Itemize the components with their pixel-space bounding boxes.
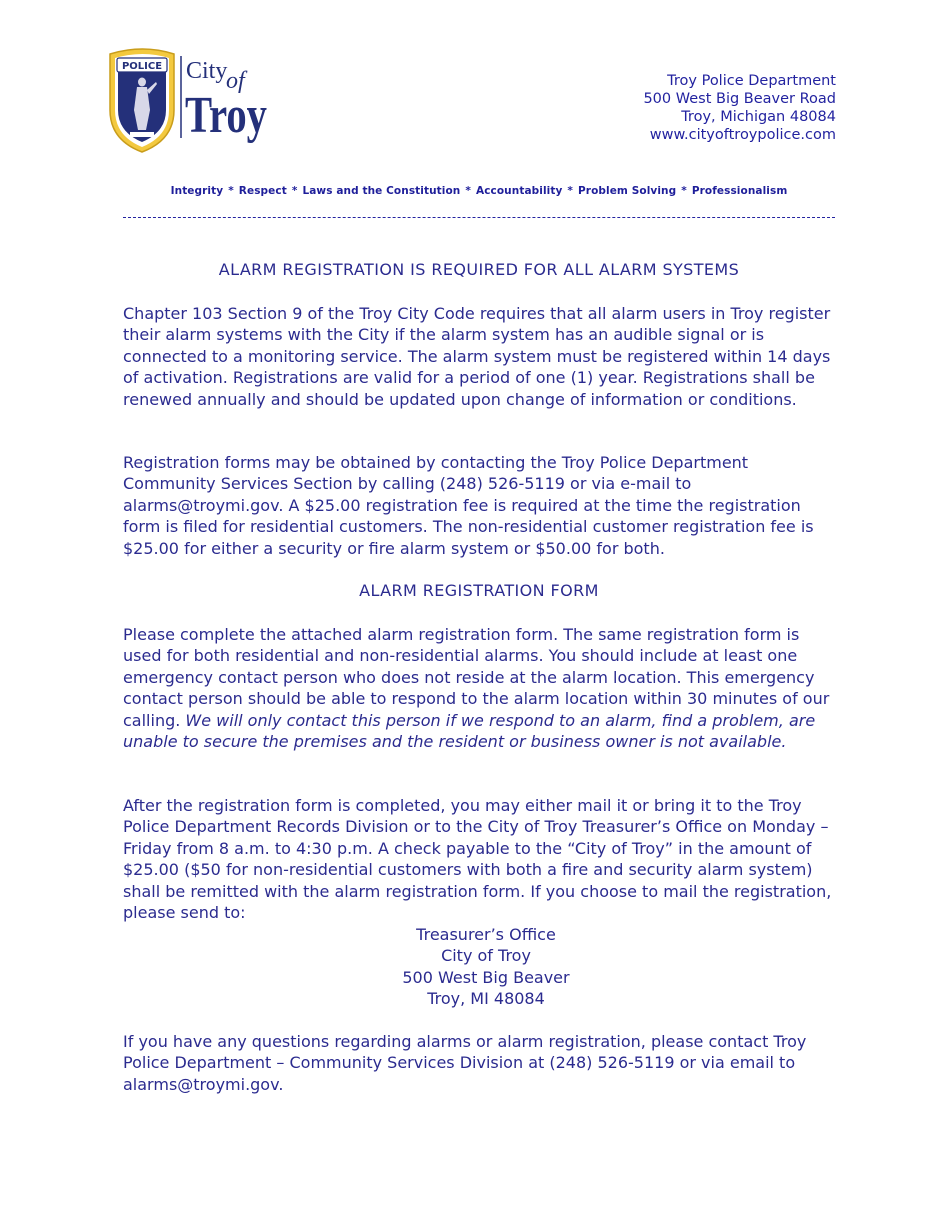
value-separator: * (228, 185, 234, 197)
value-item: Integrity (170, 185, 224, 197)
paragraph-requirement: Chapter 103 Section 9 of the Troy City Code requires that all alarm users in Troy register their alarm systems with the City if the alarm system has an audible signal or is connected to a monitoring service. The alarm system must be registered within 14 days of activation. Registrations are valid for a period of one (1) year. Registrations shall be renewed annually and should be updated upon change of information or conditions. (123, 304, 831, 409)
logo-of-text: of (226, 68, 245, 94)
core-values (123, 185, 835, 197)
value-separator: * (291, 185, 298, 197)
paragraph-submission: After the registration form is completed, you may either mail it or bring it to the Troy Police Department Records Division or to the City of Troy Treasurer’s Office on Monday – Friday from 8 a.m. to 4:30 p.m. A check payable to the “City of Troy” in the amount of $25.00 ($50 for non-residential customers with both a fire and security alarm system) shall be remitted with the alarm registration form. If you choose to mail the registration, please send to: (123, 796, 832, 923)
department-name: Troy Police Department (667, 73, 836, 89)
address-line: 500 West Big Beaver (402, 967, 570, 987)
badge-text: POLICE (121, 61, 163, 72)
value-separator: * (465, 185, 471, 197)
address-line: City of Troy (441, 946, 531, 966)
street-address: 500 West Big Beaver Road (643, 91, 836, 107)
paragraph-emergency-contact (123, 624, 841, 752)
address-line: Treasurer’s Office (416, 925, 556, 944)
paragraph-text: Please complete the attached alarm registration form. The same registration form is used for both residential and non-residential alarms. You should include at least one emergency contact person who does not reside at the alarm location. This emergency contact person should be able to respond to the alarm location within 30 minutes of our calling. (123, 625, 830, 730)
logo-city-text: City (186, 58, 228, 84)
paragraph-italic-note: We will only contact this person if we respond to an alarm, find a problem, are unable to secure the premises and the resident or business owner is not available. (123, 710, 816, 752)
section-heading-form: ALARM REGISTRATION FORM (359, 581, 599, 600)
paragraph-questions: If you have any questions regarding alarms or alarm registration, please contact Troy Police Department – Community Services Division at (248) 526-5119 or via email to alarms@troymi.gov. (123, 1032, 807, 1094)
value-item: Laws and the Constitution (302, 185, 461, 197)
value-item: Accountability (475, 185, 563, 197)
city-state-zip: Troy, Michigan 48084 (681, 109, 836, 125)
address-line: Troy, MI 48084 (427, 989, 545, 1009)
value-separator: * (681, 185, 687, 197)
police-badge-icon (108, 48, 278, 163)
value-item: Problem Solving (578, 185, 677, 197)
value-item: Professionalism (691, 185, 788, 197)
contact-block (643, 72, 836, 144)
value-item: Respect (238, 185, 287, 197)
value-separator: * (567, 185, 573, 197)
paragraph-registration-fees: Registration forms may be obtained by contacting the Troy Police Department Community Services Section by calling (248) 526-5119 or via e-mail to alarms@troymi.gov. A $25.00 registration fee is required at the time the registration form is filed for residential customers. The non-residential customer registration fee is $25.00 for either a security or fire alarm system or $50.00 for both. (123, 453, 814, 558)
logo-troy-text: Troy (185, 87, 267, 144)
website-link[interactable]: www.cityoftroypolice.com (649, 127, 836, 143)
city-of-troy-logo (108, 48, 278, 163)
mailing-address (123, 924, 849, 1010)
header-divider (123, 217, 835, 218)
section-heading-requirement: ALARM REGISTRATION IS REQUIRED FOR ALL ALARM SYSTEMS (218, 260, 740, 279)
